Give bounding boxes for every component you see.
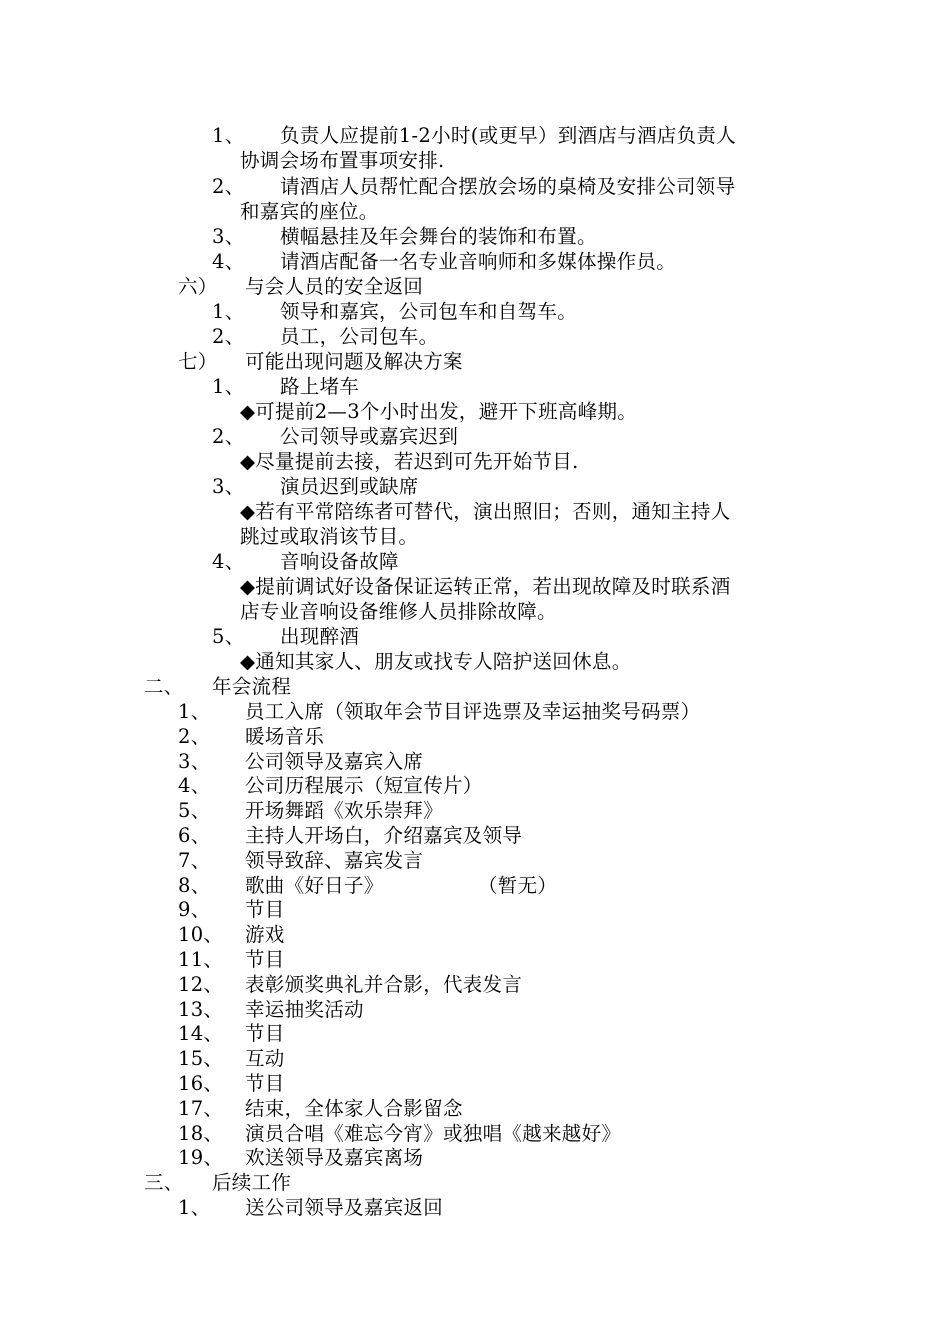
item-text: 请酒店人员帮忙配合摆放会场的桌椅及安排公司领导: [280, 175, 736, 198]
item-number: 3、: [212, 475, 245, 498]
item-text: 负责人应提前1-2小时(或更早）到酒店与酒店负责人: [280, 124, 737, 147]
item-text: 节目: [245, 1022, 285, 1045]
item-text: 横幅悬挂及年会舞台的装饰和布置。: [280, 225, 597, 248]
item-note: （暂无）: [478, 874, 558, 897]
item-text: 结束，全体家人合影留念: [245, 1097, 463, 1120]
item-number: 4、: [178, 774, 211, 797]
item-text: 领导致辞、嘉宾发言: [245, 849, 424, 872]
item-number: 3、: [178, 750, 211, 773]
item-number: 19、: [178, 1146, 224, 1169]
venue-item-1-continuation: 协调会场布置事项安排.: [240, 149, 445, 172]
item-number: 12、: [178, 973, 224, 996]
item-number: 16、: [178, 1072, 224, 1095]
item-number: 13、: [178, 998, 224, 1021]
solution-2: ◆尽量提前去接，若迟到可先开始节目.: [240, 450, 579, 473]
item-number: 2、: [212, 425, 245, 448]
item-number: 11、: [178, 948, 224, 971]
item-number: 2、: [212, 325, 245, 348]
solution-3: ◆若有平常陪练者可替代，演出照旧；否则，通知主持人: [240, 500, 731, 523]
venue-item-2-continuation: 和嘉宾的座位。: [240, 200, 379, 223]
item-text: 员工，公司包车。: [280, 325, 439, 348]
section-title: 年会流程: [212, 675, 292, 698]
item-number: 18、: [178, 1122, 224, 1145]
item-number: 15、: [178, 1047, 224, 1070]
item-text: 领导和嘉宾，公司包车和自驾车。: [280, 300, 578, 323]
item-text: 音响设备故障: [280, 550, 399, 573]
section-title: 可能出现问题及解决方案: [245, 350, 463, 373]
item-text: 暖场音乐: [245, 725, 325, 748]
item-number: 7、: [178, 849, 211, 872]
item-text: 送公司领导及嘉宾返回: [245, 1196, 444, 1219]
item-text: 公司历程展示（短宣传片）: [245, 774, 483, 797]
item-text: 游戏: [245, 923, 285, 946]
section-number: 六）: [178, 275, 218, 298]
item-number: 4、: [212, 550, 245, 573]
item-number: 3、: [212, 225, 245, 248]
item-text: 演员迟到或缺席: [280, 475, 419, 498]
item-number: 17、: [178, 1097, 224, 1120]
item-number: 14、: [178, 1022, 224, 1045]
item-text: 公司领导及嘉宾入席: [245, 750, 424, 773]
item-text: 幸运抽奖活动: [245, 998, 364, 1021]
section-title: 后续工作: [212, 1171, 292, 1194]
item-text: 节目: [245, 948, 285, 971]
item-number: 10、: [178, 923, 224, 946]
solution-5: ◆通知其家人、朋友或找专人陪护送回休息。: [240, 650, 632, 673]
item-text: 主持人开场白，介绍嘉宾及领导: [245, 824, 523, 847]
item-text: 欢送领导及嘉宾离场: [245, 1146, 424, 1169]
item-number: 5、: [212, 625, 245, 648]
solution-1: ◆可提前2—3个小时出发，避开下班高峰期。: [240, 400, 638, 423]
item-text: 歌曲《好日子》: [245, 874, 384, 897]
item-text: 公司领导或嘉宾迟到: [280, 425, 459, 448]
section-title: 与会人员的安全返回: [245, 275, 424, 298]
item-text: 表彰颁奖典礼并合影，代表发言: [245, 973, 523, 996]
item-text: 请酒店配备一名专业音响师和多媒体操作员。: [280, 250, 677, 273]
item-text: 节目: [245, 898, 285, 921]
item-text: 员工入席（领取年会节目评选票及幸运抽奖号码票）: [245, 700, 701, 723]
item-text: 节目: [245, 1072, 285, 1095]
item-number: 2、: [178, 725, 211, 748]
item-number: 1、: [212, 375, 245, 398]
item-number: 5、: [178, 799, 211, 822]
item-number: 2、: [212, 175, 245, 198]
solution-4-continuation: 店专业音响设备维修人员排除故障。: [240, 600, 557, 623]
item-text: 路上堵车: [280, 375, 360, 398]
item-number: 1、: [212, 300, 245, 323]
solution-4: ◆提前调试好设备保证运转正常，若出现故障及时联系酒: [240, 575, 731, 598]
item-number: 4、: [212, 250, 245, 273]
item-text: 演员合唱《难忘今宵》或独唱《越来越好》: [245, 1122, 622, 1145]
item-number: 1、: [178, 1196, 211, 1219]
item-text: 开场舞蹈《欢乐崇拜》: [245, 799, 444, 822]
section-number: 二、: [144, 675, 184, 698]
item-text: 出现醉酒: [280, 625, 360, 648]
solution-3-continuation: 跳过或取消该节目。: [240, 525, 419, 548]
item-number: 1、: [212, 124, 245, 147]
section-number: 三、: [144, 1171, 184, 1194]
item-number: 6、: [178, 824, 211, 847]
item-number: 1、: [178, 700, 211, 723]
item-text: 互动: [245, 1047, 285, 1070]
item-number: 8、: [178, 874, 211, 897]
item-number: 9、: [178, 898, 211, 921]
section-number: 七）: [178, 350, 218, 373]
